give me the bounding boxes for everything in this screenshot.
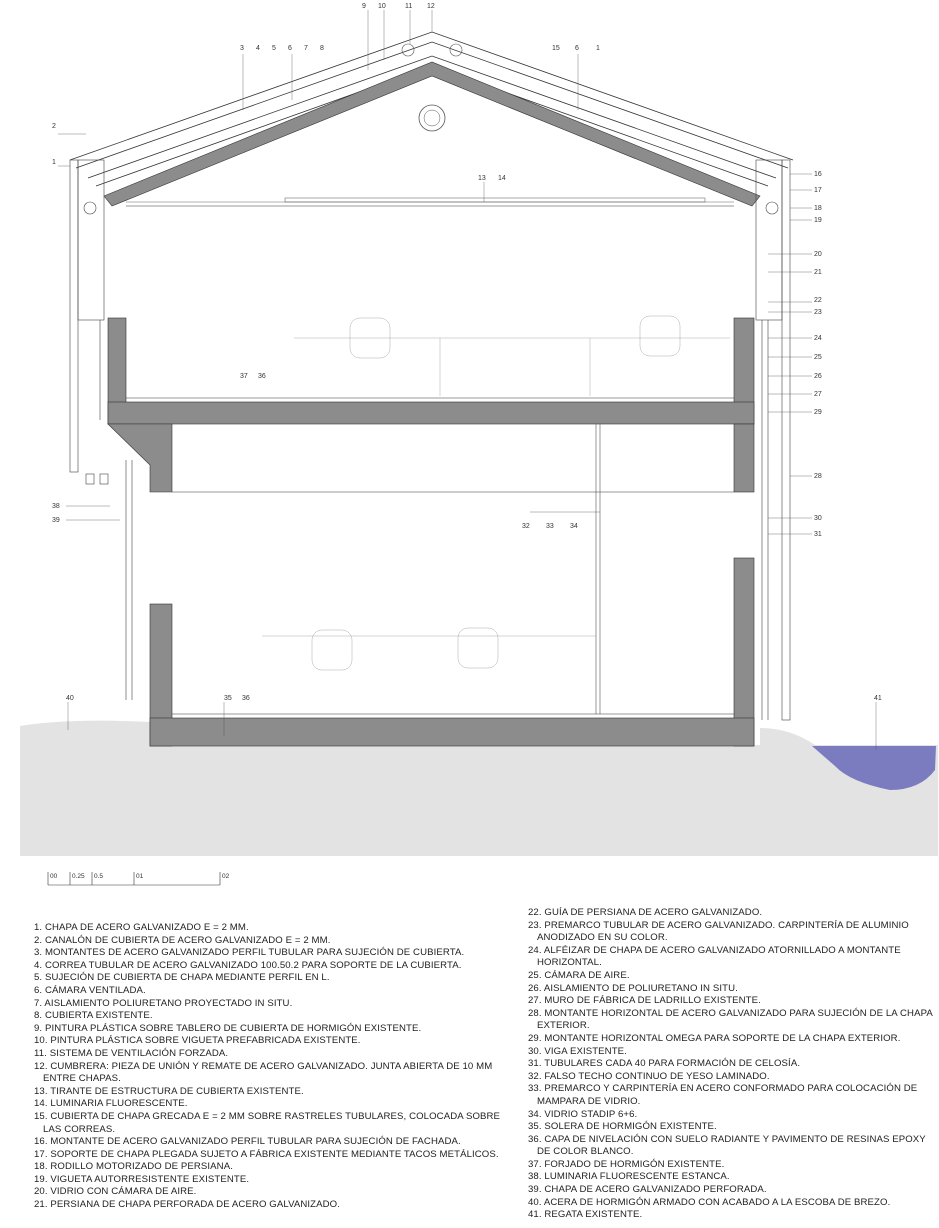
legend-item: 18. RODILLO MOTORIZADO DE PERSIANA.: [34, 1161, 233, 1173]
callout-14: 14: [498, 175, 506, 182]
callout-37: 37: [240, 373, 248, 380]
callout-5: 5: [272, 45, 276, 52]
legend-item: 41. REGATA EXISTENTE.: [528, 1209, 643, 1221]
legend-item: 15. CUBIERTA DE CHAPA GRECADA E = 2 MM SOBRE RASTRELES TUBULARES, COLOCADA SOBRE LAS CORREAS.: [34, 1110, 501, 1135]
callout-36b: 36: [242, 695, 250, 702]
roof-slab: [104, 62, 760, 206]
legend-item: 25. CÁMARA DE AIRE.: [528, 969, 630, 981]
legend-item: 28. MONTANTE HORIZONTAL DE ACERO GALVANIZADO PARA SUJECIÓN DE LA CHAPA EXTERIOR.: [528, 1007, 933, 1032]
beam-existing: [734, 424, 754, 492]
legend-item: 35. SOLERA DE HORMIGÓN EXISTENTE.: [528, 1121, 717, 1133]
legend-item: 40. ACERA DE HORMIGÓN ARMADO CON ACABADO A LA ESCOBA DE BREZO.: [528, 1196, 891, 1208]
scale-05: 0.5: [94, 873, 104, 880]
callout-11: 11: [405, 3, 413, 10]
scale-01: 01: [136, 873, 144, 880]
callout-2: 2: [52, 123, 56, 130]
legend-item: 7. AISLAMIENTO POLIURETANO PROYECTADO IN SITU.: [34, 997, 293, 1009]
callout-31: 31: [814, 531, 822, 538]
ventilation-fan: [419, 105, 445, 131]
legend-item: 20. VIDRIO CON CÁMARA DE AIRE.: [34, 1186, 197, 1198]
legend-item: 38. LUMINARIA FLUORESCENTE ESTANCA.: [528, 1171, 730, 1183]
luminaire: [285, 198, 705, 202]
wall-lower-left: [108, 424, 172, 492]
callout-19: 19: [814, 217, 822, 224]
furniture-lower: [262, 628, 596, 670]
callout-28: 28: [814, 473, 822, 480]
callout-4: 4: [256, 45, 260, 52]
callout-18: 18: [814, 205, 822, 212]
legend-item: 33. PREMARCO Y CARPINTERÍA EN ACERO CONFORMADO PARA COLOCACIÓN DE MAMPARA DE VIDRIO.: [528, 1083, 918, 1107]
legend-item: 3. MONTANTES DE ACERO GALVANIZADO PERFIL TUBULAR PARA SUJECIÓN DE CUBIERTA.: [34, 947, 465, 959]
callout-27: 27: [814, 391, 822, 398]
callout-32: 32: [522, 523, 530, 530]
callout-26: 26: [814, 373, 822, 380]
legend-item: 2. CANALÓN DE CUBIERTA DE ACERO GALVANIZADO E = 2 MM.: [34, 934, 331, 946]
callout-30: 30: [814, 515, 822, 522]
legend-item: 13. TIRANTE DE ESTRUCTURA DE CUBIERTA EXISTENTE.: [34, 1085, 304, 1097]
callout-36: 36: [258, 373, 266, 380]
callout-8: 8: [320, 45, 324, 52]
legend-item: 26. AISLAMIENTO DE POLIURETANO IN SITU.: [528, 982, 738, 994]
callout-23: 23: [814, 309, 822, 316]
legend-item: 22. GUÍA DE PERSIANA DE ACERO GALVANIZADO.: [528, 907, 763, 918]
callout-labels: [52, 3, 882, 702]
legend-item: 39. CHAPA DE ACERO GALVANIZADO PERFORADA.: [528, 1184, 767, 1196]
ground-slab: [150, 718, 754, 746]
callout-25: 25: [814, 354, 822, 361]
callout-20: 20: [814, 251, 822, 258]
legend-item: 9. PINTURA PLÁSTICA SOBRE TABLERO DE CUBIERTA DE HORMIGÓN EXISTENTE.: [34, 1022, 422, 1034]
callout-21: 21: [814, 269, 822, 276]
legend-item: 37. FORJADO DE HORMIGÓN EXISTENTE.: [528, 1158, 725, 1170]
legend-item: 32. FALSO TECHO CONTINUO DE YESO LAMINADO.: [528, 1070, 770, 1082]
legend-item: 27. MURO DE FÁBRICA DE LADRILLO EXISTENTE.: [528, 995, 761, 1007]
roof-cladding: [70, 32, 793, 186]
floor-slab-1: [108, 402, 754, 424]
callout-41: 41: [874, 695, 882, 702]
legend-item: 12. CUMBRERA: PIEZA DE UNIÓN Y REMATE DE ACERO GALVANIZADO. JUNTA ABIERTA DE 10 MM ENTRE CHAPAS.: [34, 1060, 493, 1085]
callout-16: 16: [814, 171, 822, 178]
legend-item: 8. CUBIERTA EXISTENTE.: [34, 1010, 153, 1022]
facade-right: [756, 160, 790, 720]
legend-item: 6. CÁMARA VENTILADA.: [34, 984, 146, 996]
callout-35: 35: [224, 695, 232, 702]
legend-item: 4. CORREA TUBULAR DE ACERO GALVANIZADO 100.50.2 PARA SOPORTE DE LA CUBIERTA.: [34, 959, 462, 971]
callout-12: 12: [427, 3, 435, 10]
legend-item: 11. SISTEMA DE VENTILACIÓN FORZADA.: [34, 1047, 229, 1059]
callout-10: 10: [378, 3, 386, 10]
legend-item: 19. VIGUETA AUTORRESISTENTE EXISTENTE.: [34, 1173, 250, 1185]
scale-00: 00: [50, 873, 58, 880]
legend-item: 23. PREMARCO TUBULAR DE ACERO GALVANIZADO. CARPINTERÍA DE ALUMINIO ANODIZADO EN SU COLOR.: [528, 919, 909, 944]
callout-9: 9: [362, 3, 366, 10]
callout-7: 7: [304, 45, 308, 52]
legend-item: 21. PERSIANA DE CHAPA PERFORADA DE ACERO GALVANIZADO.: [34, 1199, 340, 1211]
callout-40: 40: [66, 695, 74, 702]
furniture-upper: [294, 316, 730, 396]
callout-6: 6: [288, 45, 292, 52]
legend-item: 1. CHAPA DE ACERO GALVANIZADO E = 2 MM.: [34, 922, 249, 933]
callout-38: 38: [52, 503, 60, 510]
scale-02: 02: [222, 873, 230, 880]
callout-15: 15: [552, 45, 560, 52]
callout-33: 33: [546, 523, 554, 530]
callout-39: 39: [52, 517, 60, 524]
callout-24: 24: [814, 335, 822, 342]
legend-item: 31. TUBULARES CADA 40 PARA FORMACIÓN DE CELOSÍA.: [528, 1058, 801, 1070]
callout-3: 3: [240, 45, 244, 52]
legend-item: 36. CAPA DE NIVELACIÓN CON SUELO RADIANTE Y PAVIMENTO DE RESINAS EPOXY DE COLOR BLANCO.: [528, 1133, 926, 1158]
legend-item: 17. SOPORTE DE CHAPA PLEGADA SUJETO A FÁBRICA EXISTENTE MEDIANTE TACOS METÁLICOS.: [34, 1148, 499, 1160]
callout-22: 22: [814, 297, 822, 304]
scale-bar: [48, 872, 230, 885]
scale-025: 0.25: [72, 873, 85, 880]
callout-1: 1: [52, 159, 56, 166]
legend-item: 29. MONTANTE HORIZONTAL OMEGA PARA SOPORTE DE LA CHAPA EXTERIOR.: [528, 1032, 901, 1044]
callout-17: 17: [814, 187, 822, 194]
callout-1b: 1: [596, 45, 600, 52]
legend-left: [34, 922, 504, 1212]
legend-item: 34. VIDRIO STADIP 6+6.: [528, 1108, 638, 1120]
callout-6b: 6: [575, 45, 579, 52]
legend-item: 5. SUJECIÓN DE CUBIERTA DE CHAPA MEDIANTE PERFIL EN L.: [34, 972, 330, 984]
legend-item: 24. ALFÉIZAR DE CHAPA DE ACERO GALVANIZADO ATORNILLADO A MONTANTE HORIZONTAL.: [528, 944, 901, 969]
callout-13: 13: [478, 175, 486, 182]
callout-29: 29: [814, 409, 822, 416]
legend-item: 16. MONTANTE DE ACERO GALVANIZADO PERFIL TUBULAR PARA SUJECIÓN DE FACHADA.: [34, 1136, 461, 1148]
legend-right: [528, 907, 939, 1222]
callout-34: 34: [570, 523, 578, 530]
legend-item: 14. LUMINARIA FLUORESCENTE.: [34, 1098, 188, 1110]
legend-item: 10. PINTURA PLÁSTICA SOBRE VIGUETA PREFABRICADA EXISTENTE.: [34, 1035, 361, 1047]
legend-item: 30. VIGA EXISTENTE.: [528, 1045, 627, 1057]
